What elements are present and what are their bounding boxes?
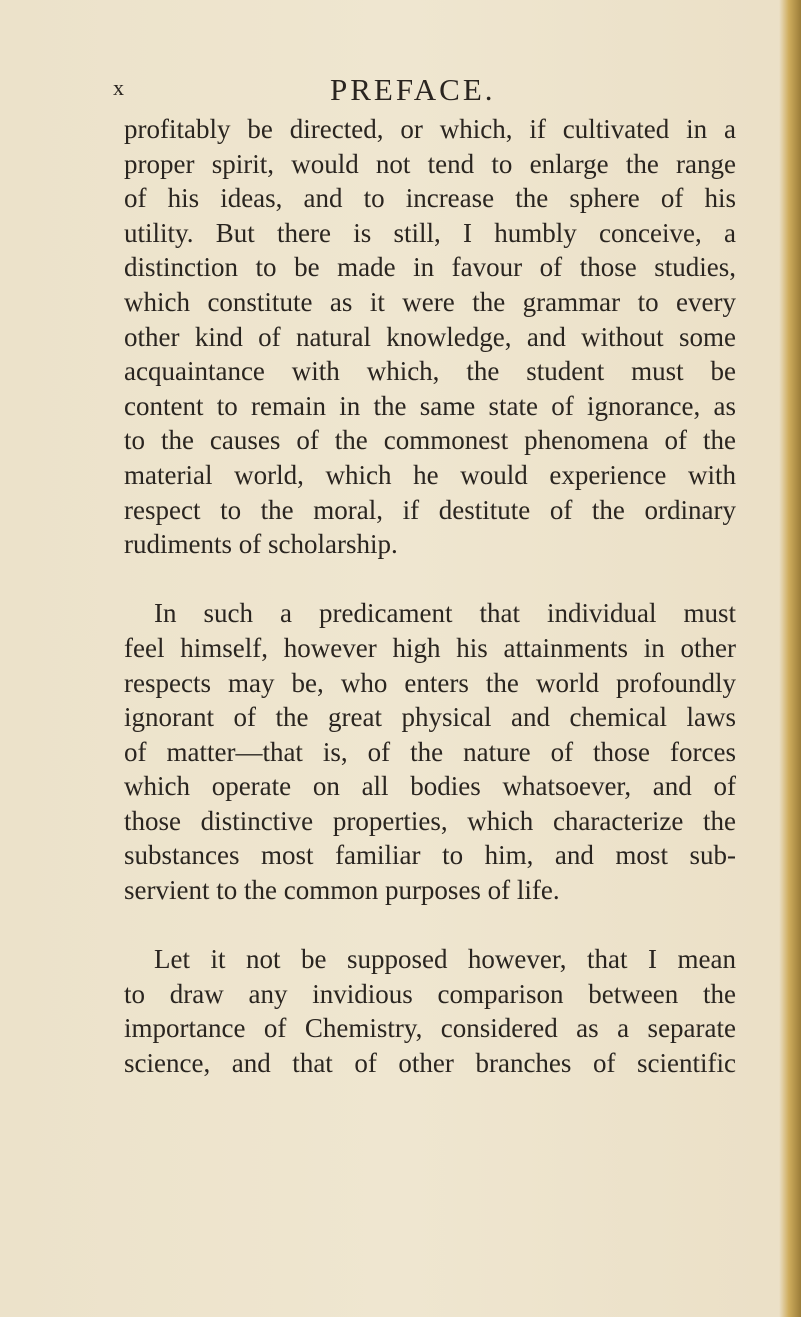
text-line: distinction to be made in favour of those studies, <box>124 252 736 283</box>
paragraph-2 <box>124 596 736 907</box>
text-line: to the causes of the commonest phenomena of the <box>124 425 736 456</box>
text-line: Let it not be supposed however, that I mean <box>154 944 736 975</box>
text-line: which operate on all bodies whatsoever, and of <box>124 771 736 802</box>
paragraph-3 <box>124 942 736 1080</box>
body-text <box>124 112 736 1081</box>
text-line: feel himself, however high his attainments in other <box>124 632 736 663</box>
text-line: other kind of natural knowledge, and without some <box>124 321 736 352</box>
text-line: proper spirit, would not tend to enlarge the range <box>124 148 736 179</box>
text-line: importance of Chemistry, considered as a separate <box>124 1013 736 1044</box>
paragraph-gap <box>124 908 736 943</box>
text-line: to draw any invidious comparison between the <box>124 978 736 1009</box>
text-line: respects may be, who enters the world profoundly <box>124 667 736 698</box>
text-line: science, and that of other branches of scientific <box>124 1048 736 1079</box>
page-edge <box>779 0 801 1317</box>
text-line: acquaintance with which, the student must be <box>124 356 736 387</box>
text-line: of his ideas, and to increase the sphere of his <box>124 183 736 214</box>
text-line: material world, which he would experience with <box>124 459 736 490</box>
page-header <box>0 72 801 112</box>
text-line: those distinctive properties, which characterize the <box>124 805 736 836</box>
text-line: utility. But there is still, I humbly conceive, a <box>124 217 736 248</box>
paragraph-gap <box>124 562 736 597</box>
text-line: which constitute as it were the grammar to every <box>124 286 736 317</box>
text-line: substances most familiar to him, and most sub- <box>124 840 736 871</box>
text-line: respect to the moral, if destitute of the ordinary <box>124 494 736 525</box>
text-line: profitably be directed, or which, if cultivated in a <box>124 114 736 144</box>
text-line: In such a predicament that individual must <box>154 598 736 629</box>
text-line: rudiments of scholarship. <box>124 529 398 560</box>
running-head: PREFACE. <box>330 72 496 107</box>
text-line: of matter—that is, of the nature of those forces <box>124 736 736 767</box>
text-line: content to remain in the same state of ignorance, as <box>124 390 736 421</box>
page-number: x <box>113 75 125 100</box>
text-line: servient to the common purposes of life. <box>124 875 560 906</box>
text-line: ignorant of the great physical and chemical laws <box>124 702 736 733</box>
paragraph-1 <box>124 112 736 562</box>
